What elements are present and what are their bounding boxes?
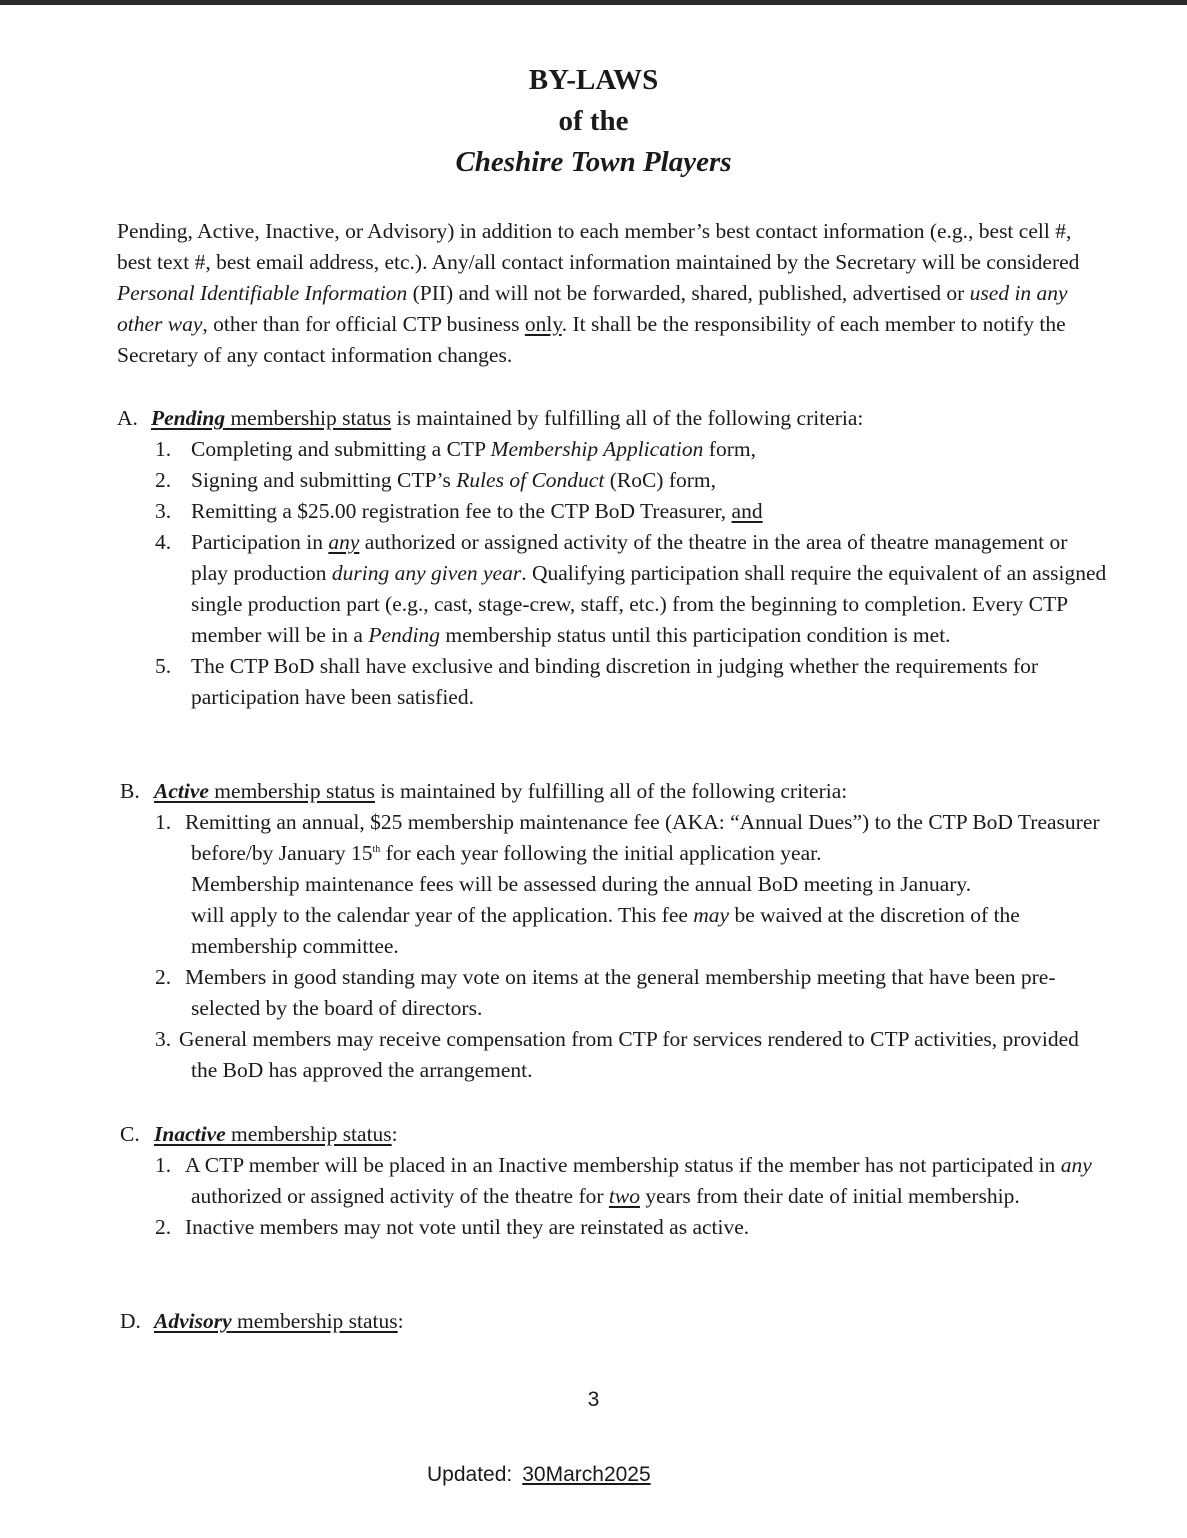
doc-title: BY-LAWS [528,64,659,96]
org-name: Cheshire Town Players [455,146,732,178]
status-name: Inactive [154,1122,226,1146]
list-item: 2. Inactive members may not vote until they are reinstated as active. [155,1215,750,1239]
section-letter: A. [117,406,138,430]
section-letter: D. [120,1309,141,1333]
section-heading: B. Active membership status is maintained by fulfilling all of the following criteria: [117,776,1107,807]
list-item: 2. Signing and submitting CTP’s Rules of Conduct (RoC) form, [155,468,716,492]
status-name: Advisory [154,1309,232,1333]
section-active [117,776,1107,1086]
list-item: 1. Completing and submitting a CTP Membership Application form, [155,437,756,461]
list-item: 2. Members in good standing may vote on items at the general membership meeting that have been pre-selected by the board of directors. [155,965,1056,1020]
updated-label: Updated: [427,1463,513,1486]
list-item: 4. Participation in any authorized or assigned activity of the theatre in the area of theatre management or play production during any given year. Qualifying participation shall require the equivalent of an assigned single production part (e.g., cast, stage-crew, staff, etc.) from the beginning to completion. Every CTP member will be in a Pending membership status until this participation condition is met. [155,530,1107,647]
doc-subtitle: of the [558,105,629,137]
section-heading: A. Pending membership status is maintained by fulfilling all of the following criteria: [117,403,1107,434]
section-advisory [117,1306,1107,1337]
section-letter: B. [120,779,140,803]
top-border [0,0,1187,5]
list-item: 3. General members may receive compensation from CTP for services rendered to CTP activities, provided the BoD has approved the arrangement. [155,1027,1079,1082]
section-heading: C. Inactive membership status: [117,1119,1107,1150]
list-item: 3. Remitting a $25.00 registration fee to the CTP BoD Treasurer, and [155,499,763,523]
list-item: 5. The CTP BoD shall have exclusive and binding discretion in judging whether the requirements for participation have been satisfied. [155,654,1039,709]
updated-footer [427,1463,651,1487]
list-item: 1. Remitting an annual, $25 membership maintenance fee (AKA: “Annual Dues”) to the CTP BoD Treasurer before/by January 15th for each year following the initial application year. Membership maintenance fees will be assessed during the annual BoD meeting in January. will apply to the calendar year of the application. This fee may be waived at the discretion of the membership committee. [155,810,1100,958]
page-number: 3 [587,1388,600,1411]
section-pending [117,403,1107,713]
list-item: 1. A CTP member will be placed in an Inactive membership status if the member has not participated in any authorized or assigned activity of the theatre for two years from their date of initial membership. [155,1153,1092,1208]
section-inactive [117,1119,1107,1243]
section-letter: C. [120,1122,140,1146]
status-name: Pending [151,406,226,430]
intro-paragraph: Pending, Active, Inactive, or Advisory) in addition to each member’s best contact information (e.g., best cell #, best text #, best email address, etc.). Any/all contact information maintained by the Secretary will be considered Personal Identifiable Information (PII) and will not be forwarded, shared, published, advertised or used in any other way, other than for official CTP business only. It shall be the responsibility of each member to notify the Secretary of any contact information changes. [117,219,1080,367]
section-heading: D. Advisory membership status: [117,1306,1107,1337]
status-name: Active [154,779,209,803]
updated-date: 30March2025 [522,1463,651,1486]
